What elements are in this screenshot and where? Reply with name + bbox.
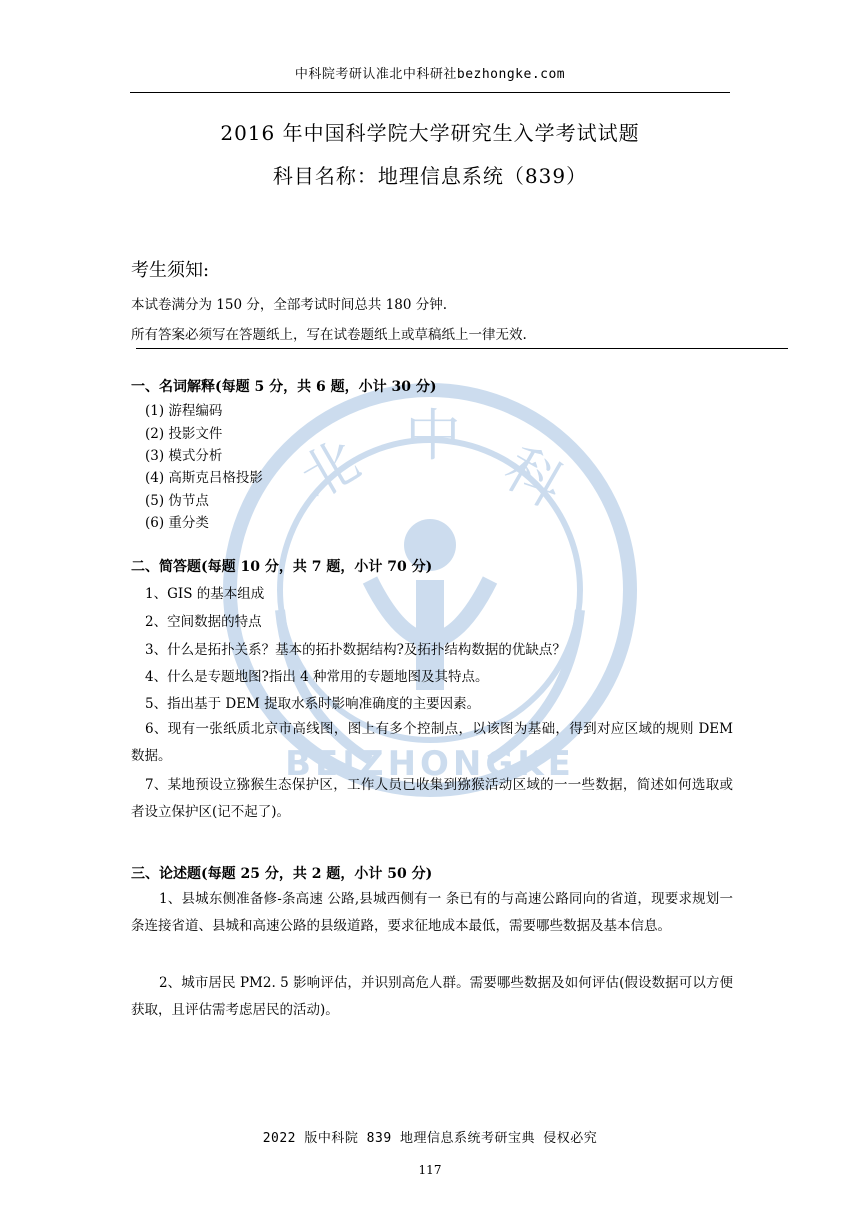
list-item: 4、什么是专题地图?指出 4 种常用的专题地图及其特点。 <box>145 669 489 685</box>
svg-text:BEIZHONGKE: BEIZHONGKE <box>285 744 575 784</box>
list-item: (1) 游程编码 <box>145 403 223 419</box>
svg-text:科: 科 <box>493 435 574 521</box>
notice-line: 所有答案必须写在答题纸上，写在试卷题纸上或草稿纸上一律无效. <box>131 327 527 343</box>
list-item: (2) 投影文件 <box>145 426 223 442</box>
notice-heading: 考生须知: <box>131 260 210 281</box>
list-item: 2、空间数据的特点 <box>145 614 262 630</box>
list-item: (3) 模式分析 <box>145 448 223 464</box>
header-text: 中科院考研认准北中科研社bezhongke.com <box>294 67 566 82</box>
list-item: (4) 高斯克吕格投影 <box>145 470 263 486</box>
footer-text: 2022 版中科院 839 地理信息系统考研宝典 侵权必究 <box>262 1131 598 1146</box>
list-item: 7、某地预设立猕猴生态保护区，工作人员已收集到猕猴活动区域的一一些数据，简述如何选取或者设立保护区(记不起了)。 <box>131 777 733 820</box>
list-item: 5、指出基于 DEM 提取水系时影响准确度的主要因素。 <box>145 696 481 712</box>
page-number: 117 <box>418 1163 442 1177</box>
svg-text:北: 北 <box>289 427 371 513</box>
section-heading: 三、论述题(每题 25 分，共 2 题，小计 50 分) <box>131 866 433 882</box>
list-item: (6) 重分类 <box>145 515 209 531</box>
section-heading: 一、名词解释(每题 5 分，共 6 题，小计 30 分) <box>131 379 437 395</box>
list-item: 1、县城东侧准备修-条高速 公路,县城西侧有一 条已有的与高速公路同向的省道，现要求规划一条连接省道、县城和高速公路的县级道路，要求征地成本最低，需要哪些数据及基本信息。 <box>131 891 733 934</box>
subject-title: 科目名称：地理信息系统（839） <box>272 164 588 188</box>
header-rule <box>130 92 730 93</box>
list-item: 3、什么是拓扑关系？基本的拓扑数据结构?及拓扑结构数据的优缺点？ <box>145 642 566 658</box>
list-item: 1、GIS 的基本组成 <box>145 586 265 602</box>
list-item: 2、城市居民 PM2. 5 影响评估，并识别高危人群。需要哪些数据及如何评估(假设数据可以方便获取，且评估需考虑居民的活动)。 <box>131 975 733 1018</box>
exam-title: 2016 年中国科学院大学研究生入学考试试题 <box>220 121 640 145</box>
notice-line: 本试卷满分为 150 分，全部考试时间总共 180 分钟. <box>131 297 447 313</box>
svg-text:中: 中 <box>405 404 461 469</box>
list-item: 6、现有一张纸质北京市高线图，图上有多个控制点，以该图为基础，得到对应区域的规则 DEM 数据。 <box>131 721 733 764</box>
list-item: (5) 伪节点 <box>145 493 209 509</box>
divider <box>136 348 788 349</box>
section-heading: 二、简答题(每题 10 分，共 7 题，小计 70 分) <box>131 559 433 575</box>
